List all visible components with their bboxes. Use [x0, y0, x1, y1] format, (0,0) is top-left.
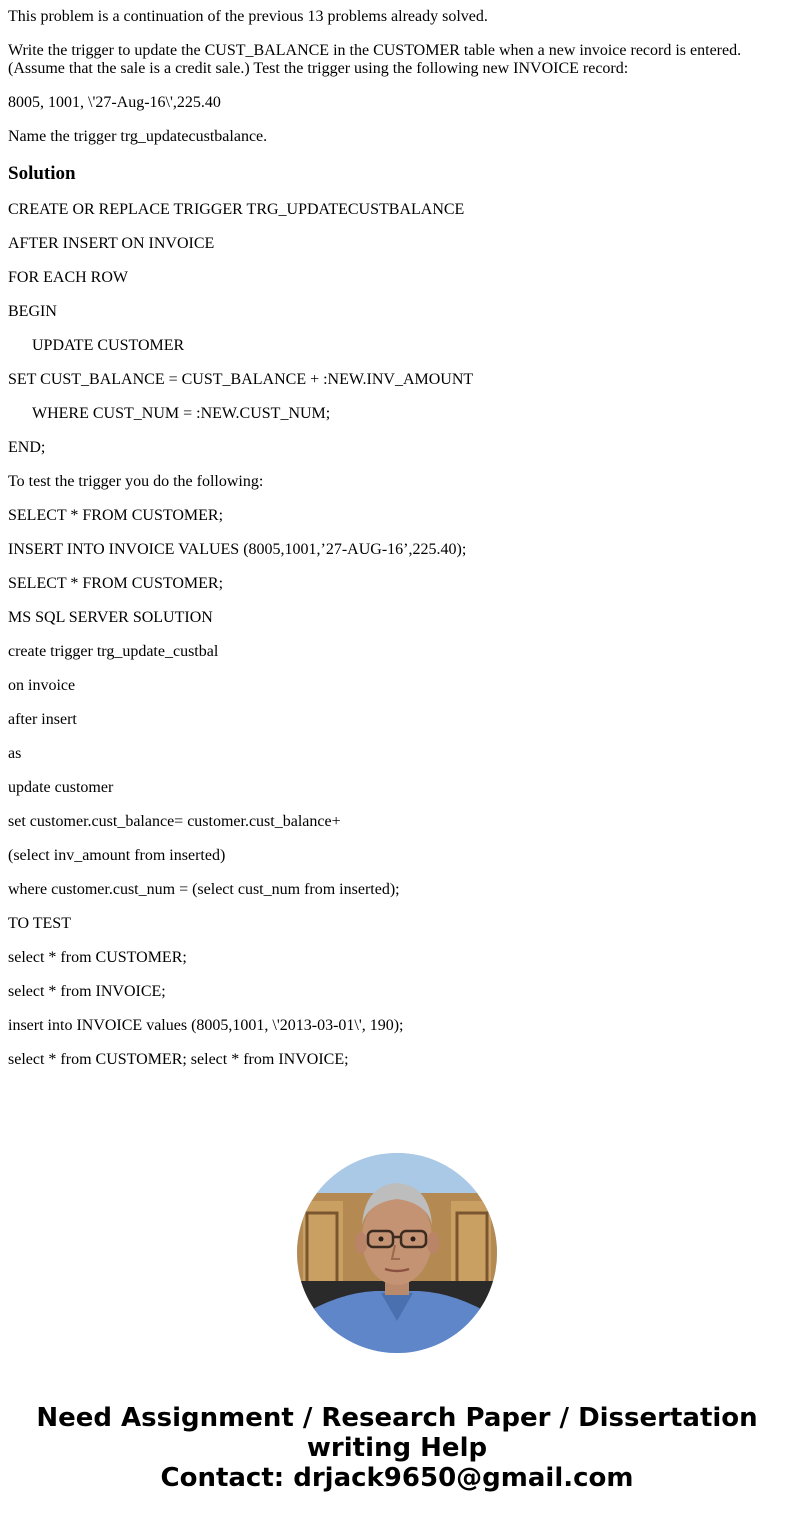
author-photo-icon [297, 1153, 497, 1353]
code-line: where customer.cust_num = (select cust_num from inserted); [8, 881, 400, 898]
code-line: AFTER INSERT ON INVOICE [8, 235, 215, 252]
article-body [8, 8, 778, 1085]
intro-paragraph-2: Write the trigger to update the CUST_BALANCE in the CUSTOMER table when a new invoice record is entered. (Assume that the sale is a credit sale.) Test the trigger using the following new INVOICE record: [8, 42, 742, 77]
code-line: on invoice [8, 677, 76, 694]
contact-banner [0, 1403, 794, 1493]
banner-line-2: writing Help [306, 1433, 488, 1463]
banner-line-1: Need Assignment / Research Paper / Dissertation [36, 1403, 758, 1433]
code-line: UPDATE CUSTOMER [32, 337, 185, 354]
code-line: WHERE CUST_NUM = :NEW.CUST_NUM; [32, 405, 331, 422]
trigger-name-instruction: Name the trigger trg_updatecustbalance. [8, 128, 268, 145]
code-line: select * from CUSTOMER; select * from INVOICE; [8, 1051, 349, 1068]
code-line: TO TEST [8, 915, 71, 932]
code-line: set customer.cust_balance= customer.cust_balance+ [8, 813, 341, 830]
code-line: END; [8, 439, 46, 456]
code-line: SELECT * FROM CUSTOMER; [8, 575, 224, 592]
code-line: select * from CUSTOMER; [8, 949, 187, 966]
code-line: select * from INVOICE; [8, 983, 166, 1000]
code-line: as [8, 745, 22, 762]
code-line: INSERT INTO INVOICE VALUES (8005,1001,’27-AUG-16’,225.40); [8, 541, 467, 558]
contact-email: Contact: drjack9650@gmail.com [160, 1463, 634, 1493]
code-line: To test the trigger you do the following: [8, 473, 264, 490]
code-line: create trigger trg_update_custbal [8, 643, 219, 660]
code-line: SET CUST_BALANCE = CUST_BALANCE + :NEW.INV_AMOUNT [8, 371, 474, 388]
code-line: update customer [8, 779, 114, 796]
intro-paragraph-1: This problem is a continuation of the previous 13 problems already solved. [8, 8, 488, 25]
code-line: (select inv_amount from inserted) [8, 847, 226, 864]
code-line: after insert [8, 711, 77, 728]
code-line: insert into INVOICE values (8005,1001, \'2013-03-01\', 190); [8, 1017, 404, 1034]
code-line: SELECT * FROM CUSTOMER; [8, 507, 224, 524]
invoice-record: 8005, 1001, \'27-Aug-16\',225.40 [8, 94, 221, 111]
code-line: CREATE OR REPLACE TRIGGER TRG_UPDATECUSTBALANCE [8, 201, 465, 218]
code-line: MS SQL SERVER SOLUTION [8, 609, 213, 626]
code-line: FOR EACH ROW [8, 269, 129, 286]
solution-heading: Solution [8, 163, 76, 184]
code-line: BEGIN [8, 303, 57, 320]
